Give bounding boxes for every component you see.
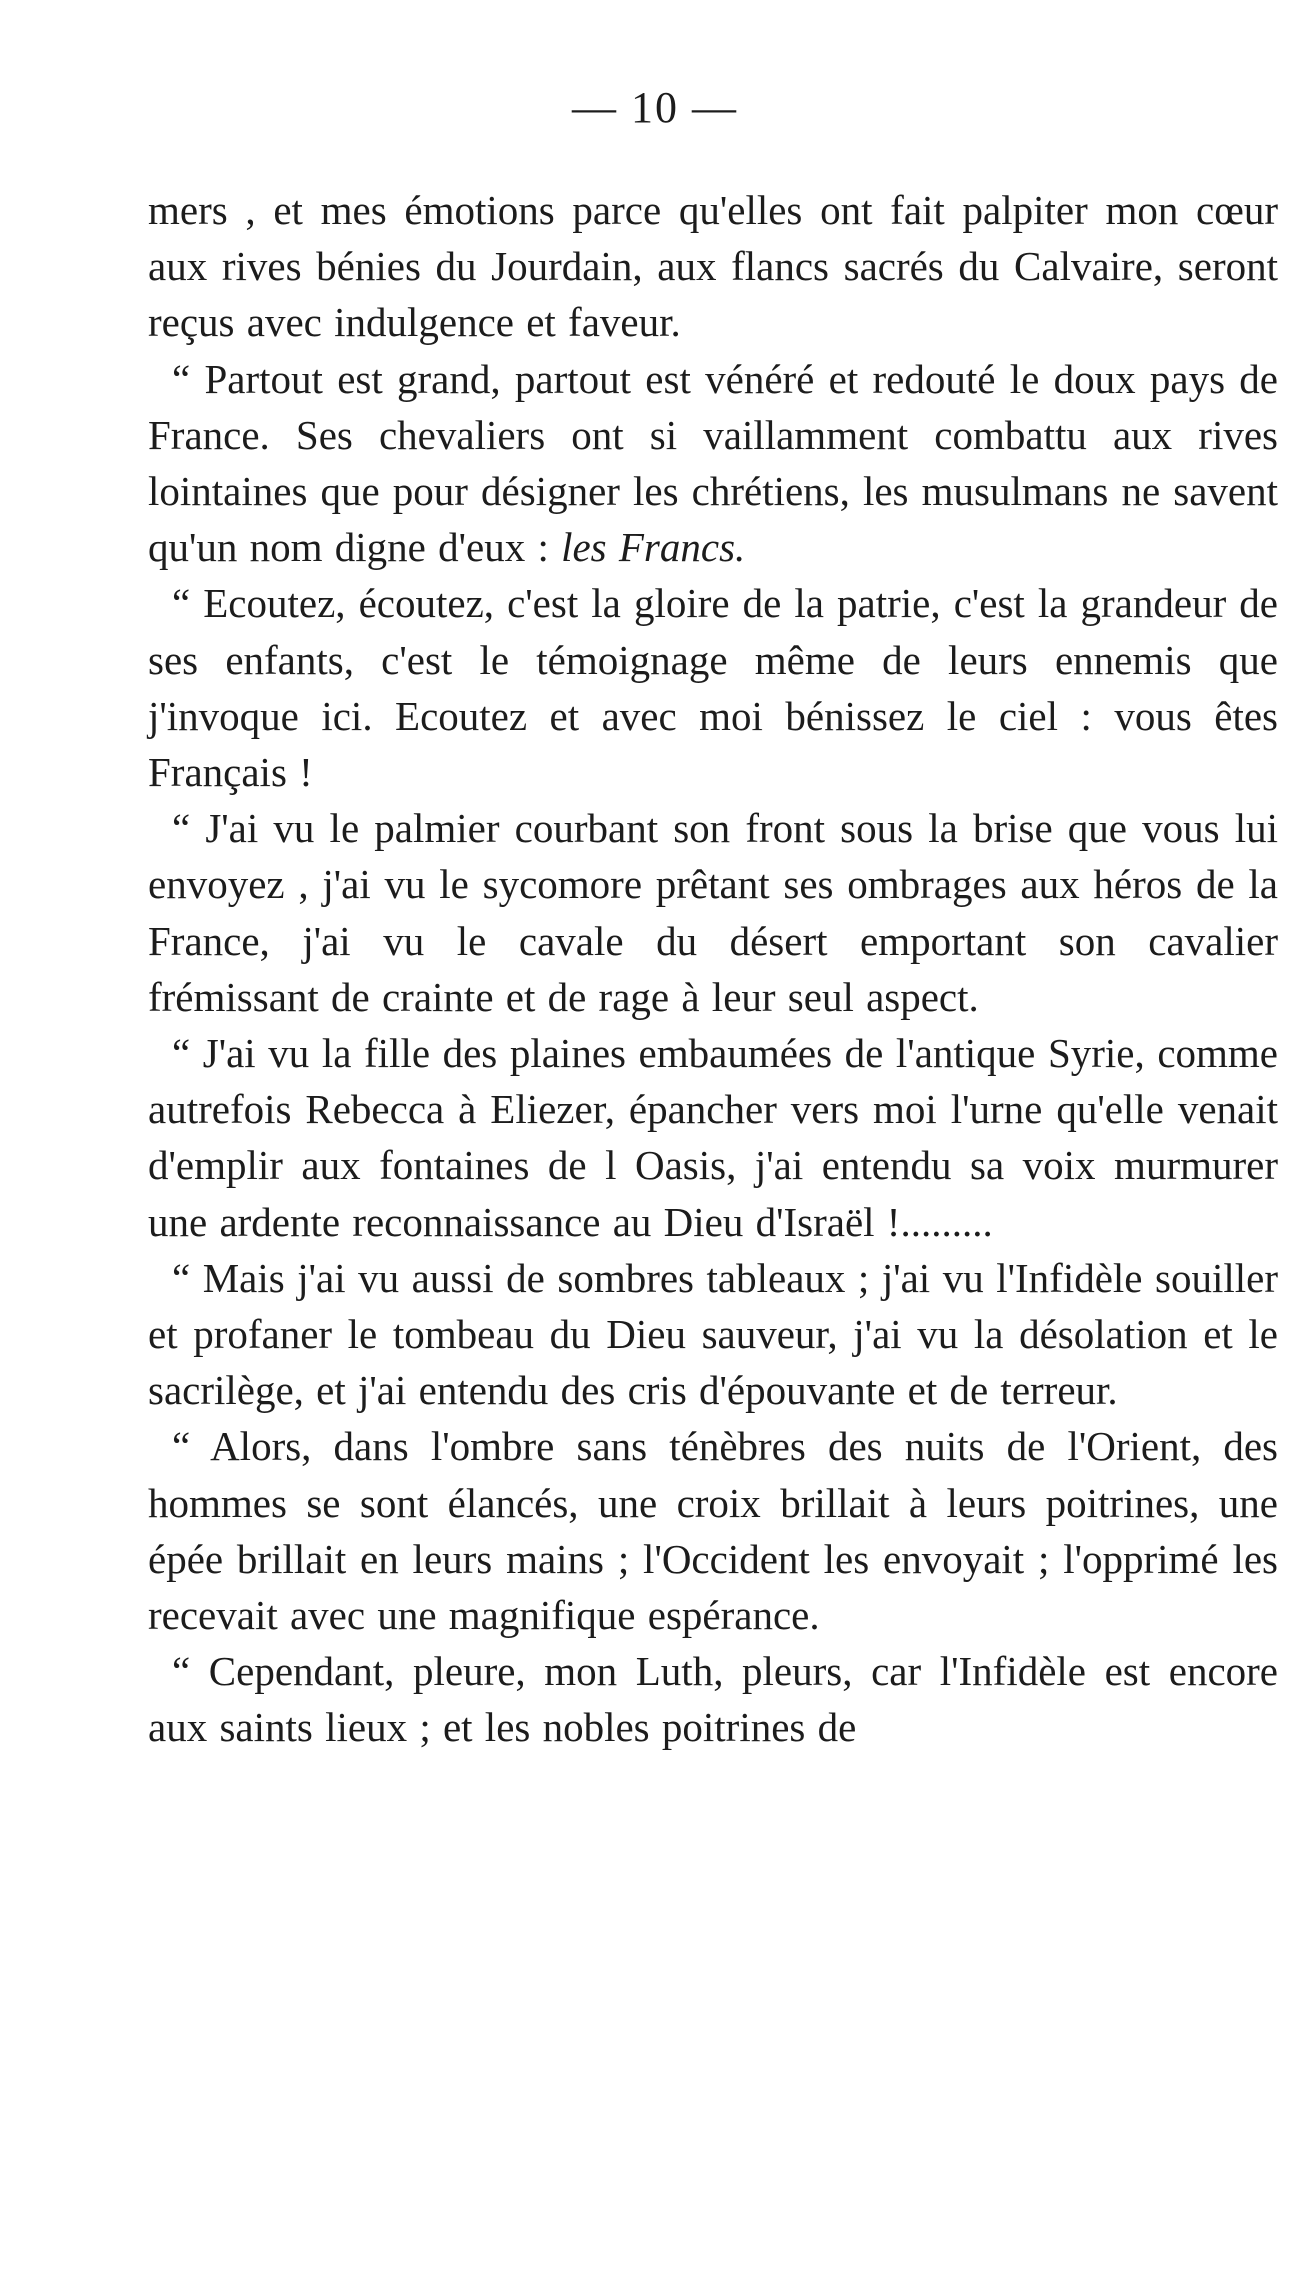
paragraph-3: “ Ecoutez, écoutez, c'est la gloire de la patrie, c'est la grandeur de ses enfants, c'est le témoignage même de leurs ennemis que j'invoque ici. Ecoutez et avec moi bénissez le ciel : vous êtes Français !	[148, 580, 1278, 796]
page-number: — 10 —	[572, 83, 738, 132]
paragraph-4: “ J'ai vu le palmier courbant son front sous la brise que vous lui envoyez , j'ai vu le sycomore prêtant ses ombrages aux héros de la France, j'ai vu le cavale du désert emportant son cavalier frémissant de crainte et de rage à leur seul aspect.	[148, 805, 1278, 1020]
paragraph-2	[148, 351, 1278, 576]
paragraph-8: “ Cependant, pleure, mon Luth, pleurs, car l'Infidèle est encore aux saints lieux ; et les nobles poitrines de	[148, 1648, 1278, 1751]
body-text	[148, 182, 1278, 1756]
paragraph-6: “ Mais j'ai vu aussi de sombres tableaux ; j'ai vu l'Infidèle souiller et profaner le tombeau du Dieu sauveur, j'ai vu la désolation et le sacrilège, et j'ai entendu des cris d'épouvante et de terreur.	[148, 1254, 1278, 1414]
paragraph-5: “ J'ai vu la fille des plaines embaumées de l'antique Syrie, comme autrefois Rebecca à Eliezer, épancher vers moi l'urne qu'elle venait d'emplir aux fontaines de l Oasis, j'ai entendu sa voix murmurer une ardente reconnaissance au Dieu d'Israël !.........	[148, 1030, 1278, 1245]
paragraph-1: mers , et mes émotions parce qu'elles ont fait palpiter mon cœur aux rives bénies du Jourdain, aux flancs sacrés du Calvaire, seront reçus avec indulgence et faveur.	[148, 187, 1278, 346]
paragraph-2-emphasis: les Francs.	[561, 524, 746, 571]
paragraph-7: “ Alors, dans l'ombre sans ténèbres des nuits de l'Orient, des hommes se sont élancés, une croix brillait à leurs poitrines, une épée brillait en leurs mains ; l'Occident les envoyait ; l'opprimé les recevait avec une magnifique espérance.	[148, 1423, 1278, 1639]
paragraph-2-text: “ Partout est grand, partout est vénéré et redouté le doux pays de France. Ses chevaliers ont si vaillamment combattu aux rives lointaines que pour désigner les chrétiens, les musulmans ne savent qu'un nom digne d'eux :	[148, 355, 1278, 571]
